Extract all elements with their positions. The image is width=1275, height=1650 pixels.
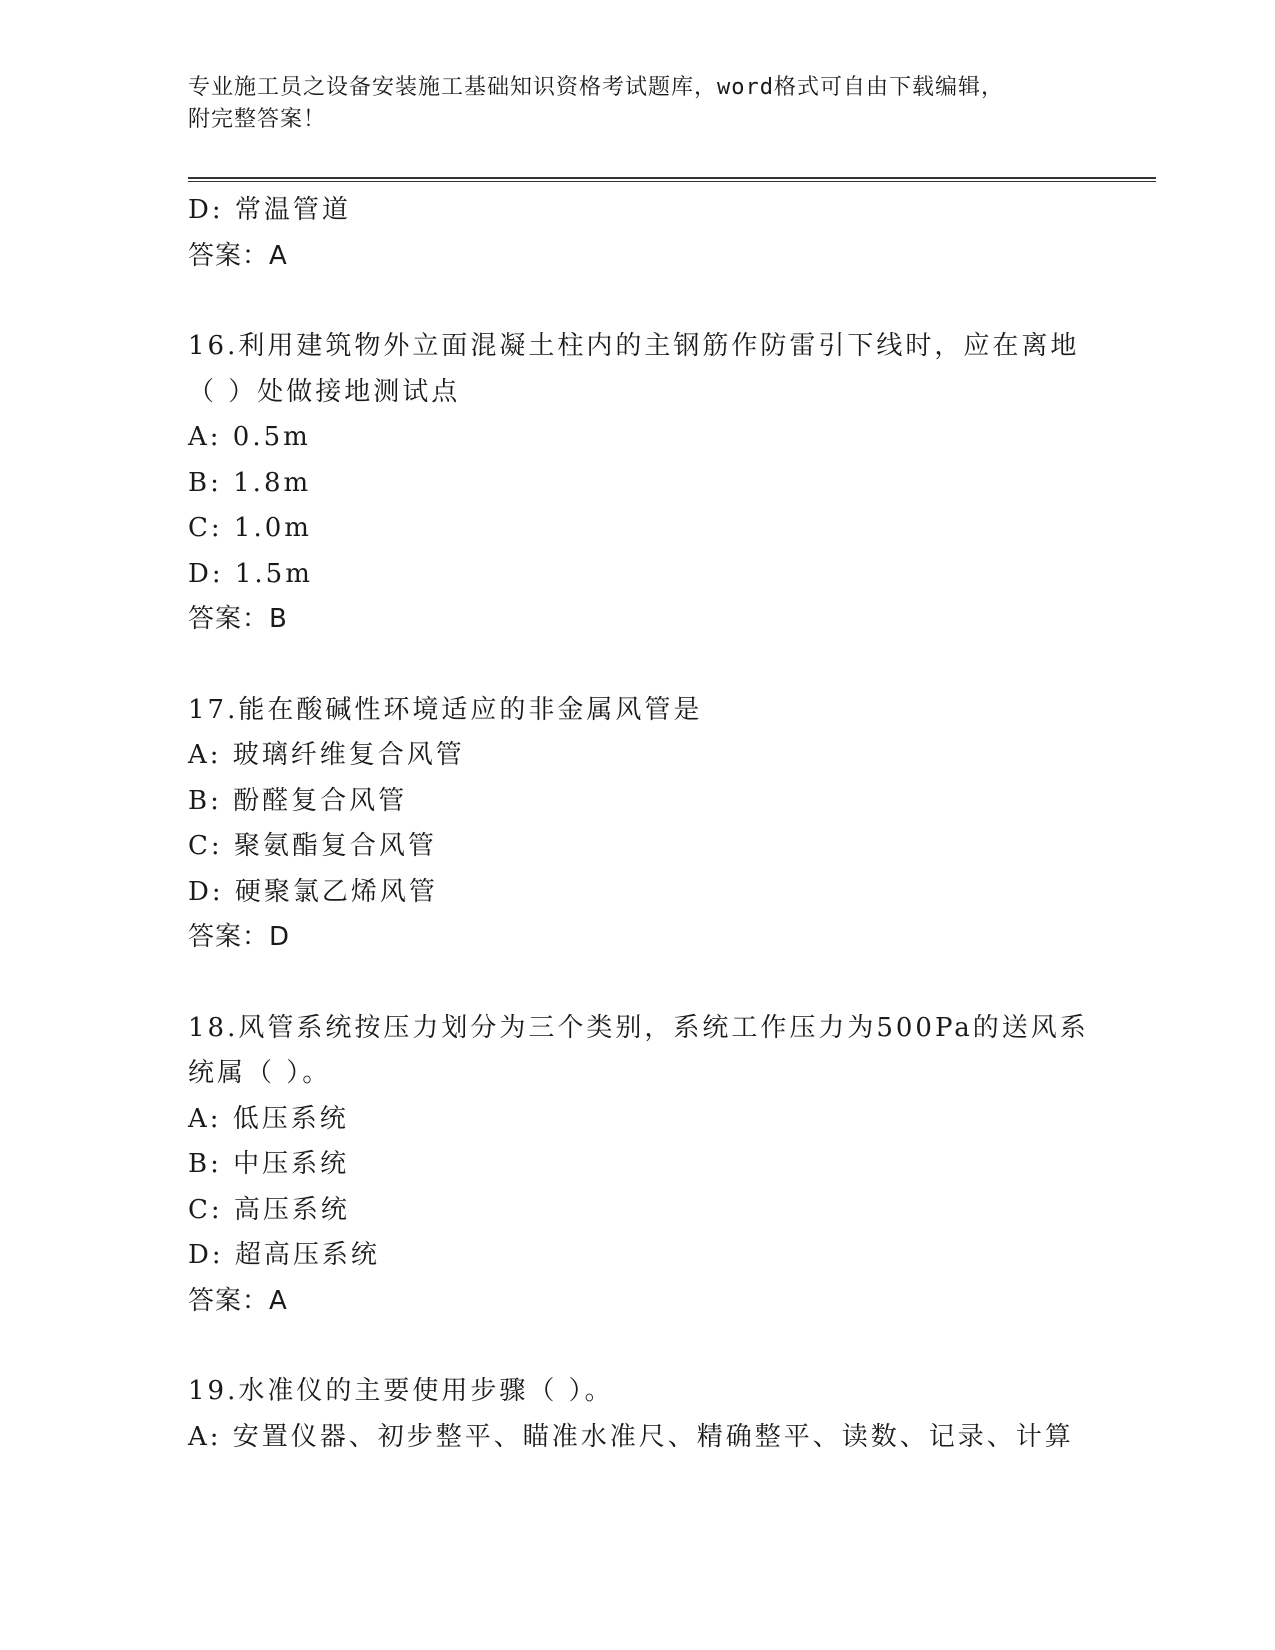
option-c: C: 1.0m	[188, 513, 312, 543]
spacer	[188, 961, 1158, 1006]
answer-line: 答案：A	[188, 1285, 288, 1316]
question-stem-line-1: 19.水准仪的主要使用步骤（ ）。	[188, 1376, 614, 1406]
option-d: D: 常温管道	[188, 195, 351, 225]
header-title-line-2: 附完整答案！	[188, 107, 327, 132]
answer-line: 答案：B	[188, 604, 288, 634]
header-title-line-1: 专业施工员之设备安装施工基础知识资格考试题库，word格式可自由下载编辑，	[188, 75, 1004, 100]
question-19	[188, 1369, 1158, 1460]
option-a: A: 0.5m	[188, 422, 311, 452]
option-b: B: 1.8m	[188, 467, 312, 498]
option-c: C: 高压系统	[188, 1194, 350, 1225]
answer-line: 答案：D	[188, 922, 291, 952]
question-15-tail	[188, 188, 1158, 279]
question-16	[188, 324, 1158, 643]
question-stem-line-1: 16.利用建筑物外立面混凝土柱内的主钢筋作防雷引下线时，应在离地	[188, 331, 1080, 361]
header-divider	[188, 177, 1156, 182]
question-stem-line-1: 18.风管系统按压力划分为三个类别，系统工作压力为500Pa的送风系	[188, 1012, 1089, 1043]
option-d: D: 1.5m	[188, 558, 313, 589]
spacer	[188, 643, 1158, 688]
question-stem-line-2: （ ）处做接地测试点	[188, 376, 461, 407]
question-18	[188, 1006, 1158, 1325]
question-17	[188, 688, 1158, 961]
option-a: A: 玻璃纤维复合风管	[188, 740, 465, 770]
option-b: B: 酚醛复合风管	[188, 785, 408, 816]
option-b: B: 中压系统	[188, 1149, 350, 1179]
document-header	[188, 72, 1088, 136]
question-stem-line-2: 统属（ ）。	[188, 1058, 332, 1088]
option-a: A: 低压系统	[188, 1103, 349, 1134]
option-a: A: 安置仪器、初步整平、瞄准水准尺、精确整平、读数、记录、计算	[188, 1421, 1074, 1452]
option-d: D: 超高压系统	[188, 1240, 380, 1270]
option-c: C: 聚氨酯复合风管	[188, 831, 437, 861]
question-stem-line-1: 17.能在酸碱性环境适应的非金属风管是	[188, 694, 703, 725]
spacer	[188, 279, 1158, 324]
question-list	[188, 188, 1158, 1460]
option-d: D: 硬聚氯乙烯风管	[188, 876, 438, 907]
answer-line: 答案：A	[188, 240, 288, 271]
spacer	[188, 1324, 1158, 1369]
